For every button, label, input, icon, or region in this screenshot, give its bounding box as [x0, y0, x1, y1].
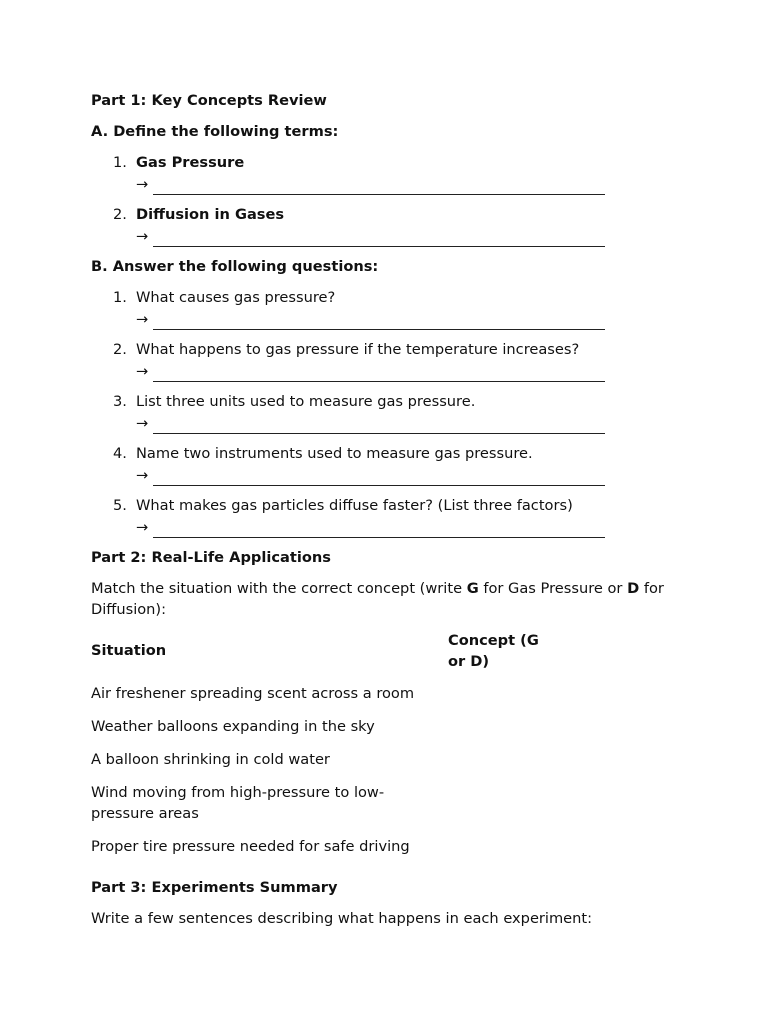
answer-row	[136, 360, 671, 382]
item-number: 2.	[113, 206, 127, 223]
instruction-text: Match the situation with the correct concept (write	[91, 580, 467, 597]
arrow-icon: →	[136, 176, 149, 193]
term-label: Gas Pressure	[136, 154, 245, 171]
situation-cell: Air freshener spreading scent across a room	[91, 685, 415, 702]
situation-cell: Wind moving from high-pressure to low-pressure areas	[91, 784, 385, 822]
list-item	[91, 288, 671, 330]
answer-row	[136, 464, 671, 486]
header-situation: Situation	[91, 642, 167, 660]
table-row	[91, 837, 558, 870]
section-a-title: A. Define the following terms:	[91, 123, 339, 140]
arrow-icon: →	[136, 363, 149, 380]
concept-answer-cell[interactable]	[448, 717, 558, 750]
item-number: 1.	[113, 154, 127, 171]
question-text: What makes gas particles diffuse faster? (List three factors)	[136, 497, 573, 514]
table-row	[91, 684, 558, 717]
arrow-icon: →	[136, 415, 149, 432]
answer-row	[136, 173, 671, 195]
answer-blank-line[interactable]	[153, 176, 605, 195]
question-text: Name two instruments used to measure gas pressure.	[136, 445, 533, 462]
situation-cell: Proper tire pressure needed for safe driving	[91, 837, 410, 855]
term-label: Diffusion in Gases	[136, 206, 285, 223]
item-number: 5.	[113, 497, 127, 514]
list-item	[91, 340, 671, 382]
arrow-icon: →	[136, 467, 149, 484]
answer-row	[136, 225, 671, 247]
part3-instruction: Write a few sentences describing what happens in each experiment:	[91, 909, 593, 927]
concept-answer-cell[interactable]	[448, 837, 558, 870]
part2-instruction	[91, 579, 671, 620]
arrow-icon: →	[136, 228, 149, 245]
worksheet-page	[91, 91, 671, 940]
concept-answer-cell[interactable]	[448, 783, 558, 837]
list-item	[91, 496, 671, 538]
table-row	[91, 717, 558, 750]
part2-title: Part 2: Real-Life Applications	[91, 549, 331, 566]
list-item	[91, 205, 671, 247]
part3-title: Part 3: Experiments Summary	[91, 878, 338, 896]
section-b-list	[91, 288, 671, 538]
answer-blank-line[interactable]	[153, 415, 605, 434]
code-g: G	[466, 580, 479, 597]
list-item	[91, 444, 671, 486]
question-text: What causes gas pressure?	[136, 289, 336, 306]
arrow-icon: →	[136, 519, 149, 536]
situation-cell: Weather balloons expanding in the sky	[91, 718, 375, 735]
concept-answer-cell[interactable]	[448, 684, 558, 717]
question-text: List three units used to measure gas pressure.	[136, 393, 476, 410]
item-number: 1.	[113, 289, 127, 306]
answer-row	[136, 412, 671, 434]
section-a-list	[91, 153, 671, 247]
section-b-title: B. Answer the following questions:	[91, 258, 379, 275]
table-header-row	[91, 631, 558, 684]
answer-row	[136, 308, 671, 330]
table-row	[91, 750, 558, 783]
answer-blank-line[interactable]	[153, 519, 605, 538]
code-d: D	[627, 580, 640, 597]
header-concept: Concept (G or D)	[448, 632, 539, 670]
answer-row	[136, 516, 671, 538]
instruction-text: for Diffusion):	[91, 580, 664, 618]
item-number: 2.	[113, 341, 127, 358]
list-item	[91, 392, 671, 434]
question-text: What happens to gas pressure if the temperature increases?	[136, 341, 580, 358]
matching-table	[91, 631, 558, 870]
part1-title: Part 1: Key Concepts Review	[91, 92, 327, 109]
table-row	[91, 783, 558, 837]
instruction-text: for Gas Pressure or	[478, 580, 628, 597]
answer-blank-line[interactable]	[153, 228, 605, 247]
answer-blank-line[interactable]	[153, 311, 605, 330]
item-number: 4.	[113, 445, 127, 462]
answer-blank-line[interactable]	[153, 363, 605, 382]
item-number: 3.	[113, 393, 127, 410]
situation-cell: A balloon shrinking in cold water	[91, 751, 330, 768]
answer-blank-line[interactable]	[153, 467, 605, 486]
list-item	[91, 153, 671, 195]
arrow-icon: →	[136, 311, 149, 328]
concept-answer-cell[interactable]	[448, 750, 558, 783]
